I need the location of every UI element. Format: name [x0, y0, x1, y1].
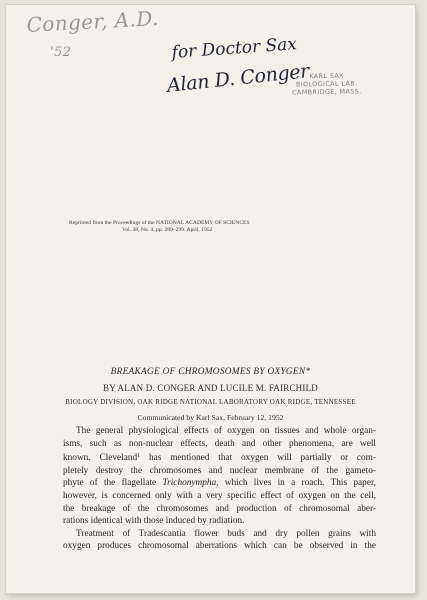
reprint-source: Reprinted from the Proceedings of the NATIONAL ACADEMY OF SCIENCES: [69, 220, 250, 226]
handwritten-dedication: for Doctor Sax: [171, 34, 298, 63]
communicated-by: Communicated by Karl Sax, February 12, 1952: [137, 413, 284, 422]
stamp-line-2: BIOLOGICAL LAB.: [295, 79, 358, 89]
stamp-line-3: CAMBRIDGE, MASS.: [292, 87, 362, 98]
body-line: isms, such as non-nuclear effects, death and other phenomena, are well: [63, 438, 376, 449]
handwritten-signature: Alan D. Conger: [166, 60, 311, 97]
reprint-citation: Vol. 38, No. 4, pp. 289–299. April, 1952: [122, 226, 213, 233]
pencil-annotation-name: Conger, A.D.: [26, 6, 160, 37]
body-line: [63, 450, 376, 465]
body-line: oxygen produces chromosomal aberrations which can be observed in the: [63, 541, 376, 552]
pencil-annotation-year: '52: [50, 45, 72, 60]
body-line: rations identical with those induced by radiation.: [63, 516, 245, 527]
species-name: Trichonympha: [162, 478, 217, 489]
body-line: [63, 477, 376, 490]
article-affiliation: BIOLOGY DIVISION, OAK RIDGE NATIONAL LABORATORY OAK RIDGE, TENNESSEE: [65, 398, 356, 406]
article-title: BREAKAGE OF CHROMOSOMES BY OXYGEN*: [110, 367, 311, 377]
library-stamp: [292, 71, 362, 97]
article-authors: BY ALAN D. CONGER AND LUCILE M. FAIRCHILD: [103, 383, 318, 393]
stamp-line-1: KARL SAX: [309, 71, 344, 81]
body-line: Treatment of Tradescantia flower buds and dry pollen grains with: [76, 528, 376, 539]
body-text: has mentioned that oxygen will partially or com-: [140, 453, 376, 464]
reprint-notice: [69, 220, 399, 233]
body-text: , which lives in a roach. This paper,: [216, 478, 376, 489]
body-line: pletely destroy the chromosomes and nuclear membrane of the gameto-: [63, 465, 376, 476]
reprint-page: [6, 5, 415, 593]
article-body: [63, 425, 376, 553]
footnote-ref: 1: [137, 453, 141, 460]
body-text: known. Cleveland: [63, 453, 138, 464]
body-text: phyte of the flagellate: [63, 478, 163, 489]
body-line: The general physiological effects of oxygen on tissues and whole organ-: [76, 426, 376, 436]
body-line: however, is concerned only with a very specific effect of oxygen on the cell,: [63, 490, 376, 501]
body-line: the breakage of the chromosomes and production of chromosomal aber-: [63, 503, 376, 514]
